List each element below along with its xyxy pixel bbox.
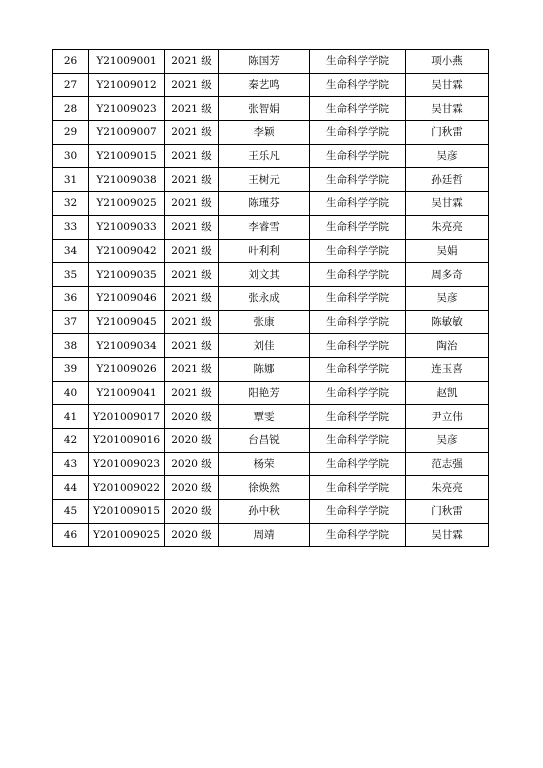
student-id-cell: Y21009038 [89, 168, 165, 192]
student-id-cell: Y21009035 [89, 263, 165, 287]
grade-cell: 2021 级 [165, 310, 219, 334]
row-index-cell: 38 [53, 334, 89, 358]
student-id-cell: Y21009042 [89, 239, 165, 263]
row-index-cell: 30 [53, 144, 89, 168]
advisor-cell: 朱亮亮 [406, 215, 489, 239]
college-cell: 生命科学学院 [310, 523, 406, 547]
grade-cell: 2021 级 [165, 334, 219, 358]
advisor-cell: 门秋雷 [406, 500, 489, 524]
table-row [53, 429, 489, 453]
table-row [53, 97, 489, 121]
table-row [53, 310, 489, 334]
student-id-cell: Y21009012 [89, 73, 165, 97]
table-row [53, 192, 489, 216]
advisor-cell: 朱亮亮 [406, 476, 489, 500]
student-id-cell: Y201009025 [89, 523, 165, 547]
student-name-cell: 陈瑾芬 [219, 192, 310, 216]
student-name-cell: 张康 [219, 310, 310, 334]
student-name-cell: 陈娜 [219, 357, 310, 381]
grade-cell: 2020 级 [165, 500, 219, 524]
table-row [53, 500, 489, 524]
student-name-cell: 孙中秋 [219, 500, 310, 524]
college-cell: 生命科学学院 [310, 50, 406, 74]
student-roster-table [52, 49, 489, 547]
college-cell: 生命科学学院 [310, 381, 406, 405]
college-cell: 生命科学学院 [310, 500, 406, 524]
college-cell: 生命科学学院 [310, 429, 406, 453]
student-id-cell: Y21009007 [89, 121, 165, 145]
row-index-cell: 36 [53, 286, 89, 310]
student-id-cell: Y201009017 [89, 405, 165, 429]
student-name-cell: 陈国芳 [219, 50, 310, 74]
document-page [52, 49, 489, 547]
advisor-cell: 门秋雷 [406, 121, 489, 145]
grade-cell: 2020 级 [165, 405, 219, 429]
student-name-cell: 李颖 [219, 121, 310, 145]
advisor-cell: 吴甘霖 [406, 523, 489, 547]
student-id-cell: Y201009016 [89, 429, 165, 453]
grade-cell: 2020 级 [165, 476, 219, 500]
grade-cell: 2021 级 [165, 286, 219, 310]
table-row [53, 476, 489, 500]
college-cell: 生命科学学院 [310, 334, 406, 358]
college-cell: 生命科学学院 [310, 73, 406, 97]
grade-cell: 2021 级 [165, 144, 219, 168]
student-id-cell: Y21009034 [89, 334, 165, 358]
student-id-cell: Y21009041 [89, 381, 165, 405]
college-cell: 生命科学学院 [310, 215, 406, 239]
table-row [53, 381, 489, 405]
advisor-cell: 连玉喜 [406, 357, 489, 381]
row-index-cell: 33 [53, 215, 89, 239]
table-row [53, 452, 489, 476]
advisor-cell: 陶治 [406, 334, 489, 358]
row-index-cell: 31 [53, 168, 89, 192]
student-name-cell: 台昌锐 [219, 429, 310, 453]
advisor-cell: 吴甘霖 [406, 192, 489, 216]
advisor-cell: 孙廷哲 [406, 168, 489, 192]
college-cell: 生命科学学院 [310, 476, 406, 500]
student-name-cell: 刘佳 [219, 334, 310, 358]
advisor-cell: 范志强 [406, 452, 489, 476]
advisor-cell: 吴甘霖 [406, 97, 489, 121]
college-cell: 生命科学学院 [310, 263, 406, 287]
advisor-cell: 吴彦 [406, 144, 489, 168]
student-name-cell: 张智娟 [219, 97, 310, 121]
grade-cell: 2021 级 [165, 239, 219, 263]
grade-cell: 2020 级 [165, 523, 219, 547]
table-row [53, 405, 489, 429]
row-index-cell: 37 [53, 310, 89, 334]
student-id-cell: Y21009015 [89, 144, 165, 168]
college-cell: 生命科学学院 [310, 144, 406, 168]
table-row [53, 144, 489, 168]
student-name-cell: 刘文其 [219, 263, 310, 287]
student-id-cell: Y201009022 [89, 476, 165, 500]
student-name-cell: 张永成 [219, 286, 310, 310]
table-row [53, 334, 489, 358]
row-index-cell: 34 [53, 239, 89, 263]
advisor-cell: 吴彦 [406, 429, 489, 453]
college-cell: 生命科学学院 [310, 192, 406, 216]
grade-cell: 2021 级 [165, 121, 219, 145]
grade-cell: 2021 级 [165, 97, 219, 121]
table-row [53, 523, 489, 547]
roster-body [53, 50, 489, 547]
table-row [53, 263, 489, 287]
grade-cell: 2021 级 [165, 73, 219, 97]
student-id-cell: Y21009001 [89, 50, 165, 74]
row-index-cell: 44 [53, 476, 89, 500]
row-index-cell: 43 [53, 452, 89, 476]
table-row [53, 286, 489, 310]
row-index-cell: 40 [53, 381, 89, 405]
row-index-cell: 42 [53, 429, 89, 453]
table-row [53, 168, 489, 192]
row-index-cell: 39 [53, 357, 89, 381]
advisor-cell: 项小燕 [406, 50, 489, 74]
row-index-cell: 35 [53, 263, 89, 287]
advisor-cell: 吴彦 [406, 286, 489, 310]
student-name-cell: 秦艺鸣 [219, 73, 310, 97]
grade-cell: 2021 级 [165, 357, 219, 381]
row-index-cell: 27 [53, 73, 89, 97]
grade-cell: 2021 级 [165, 50, 219, 74]
row-index-cell: 32 [53, 192, 89, 216]
student-name-cell: 徐焕然 [219, 476, 310, 500]
row-index-cell: 26 [53, 50, 89, 74]
advisor-cell: 赵凯 [406, 381, 489, 405]
college-cell: 生命科学学院 [310, 239, 406, 263]
grade-cell: 2021 级 [165, 215, 219, 239]
table-row [53, 215, 489, 239]
grade-cell: 2021 级 [165, 168, 219, 192]
grade-cell: 2020 级 [165, 452, 219, 476]
student-id-cell: Y21009026 [89, 357, 165, 381]
college-cell: 生命科学学院 [310, 168, 406, 192]
table-row [53, 121, 489, 145]
student-name-cell: 覃雯 [219, 405, 310, 429]
advisor-cell: 陈敏敏 [406, 310, 489, 334]
grade-cell: 2021 级 [165, 381, 219, 405]
grade-cell: 2021 级 [165, 192, 219, 216]
college-cell: 生命科学学院 [310, 97, 406, 121]
advisor-cell: 尹立伟 [406, 405, 489, 429]
grade-cell: 2020 级 [165, 429, 219, 453]
student-name-cell: 周靖 [219, 523, 310, 547]
row-index-cell: 41 [53, 405, 89, 429]
college-cell: 生命科学学院 [310, 286, 406, 310]
student-name-cell: 杨荣 [219, 452, 310, 476]
table-row [53, 357, 489, 381]
advisor-cell: 吴娟 [406, 239, 489, 263]
advisor-cell: 吴甘霖 [406, 73, 489, 97]
student-id-cell: Y21009045 [89, 310, 165, 334]
student-id-cell: Y201009023 [89, 452, 165, 476]
student-name-cell: 叶利利 [219, 239, 310, 263]
student-id-cell: Y21009025 [89, 192, 165, 216]
row-index-cell: 45 [53, 500, 89, 524]
student-id-cell: Y201009015 [89, 500, 165, 524]
table-row [53, 239, 489, 263]
grade-cell: 2021 级 [165, 263, 219, 287]
advisor-cell: 周多奇 [406, 263, 489, 287]
college-cell: 生命科学学院 [310, 310, 406, 334]
student-name-cell: 王乐凡 [219, 144, 310, 168]
row-index-cell: 28 [53, 97, 89, 121]
student-name-cell: 阳艳芳 [219, 381, 310, 405]
college-cell: 生命科学学院 [310, 405, 406, 429]
table-row [53, 50, 489, 74]
college-cell: 生命科学学院 [310, 452, 406, 476]
student-id-cell: Y21009046 [89, 286, 165, 310]
row-index-cell: 46 [53, 523, 89, 547]
row-index-cell: 29 [53, 121, 89, 145]
student-id-cell: Y21009023 [89, 97, 165, 121]
college-cell: 生命科学学院 [310, 357, 406, 381]
table-row [53, 73, 489, 97]
student-id-cell: Y21009033 [89, 215, 165, 239]
college-cell: 生命科学学院 [310, 121, 406, 145]
student-name-cell: 李睿雪 [219, 215, 310, 239]
student-name-cell: 王树元 [219, 168, 310, 192]
